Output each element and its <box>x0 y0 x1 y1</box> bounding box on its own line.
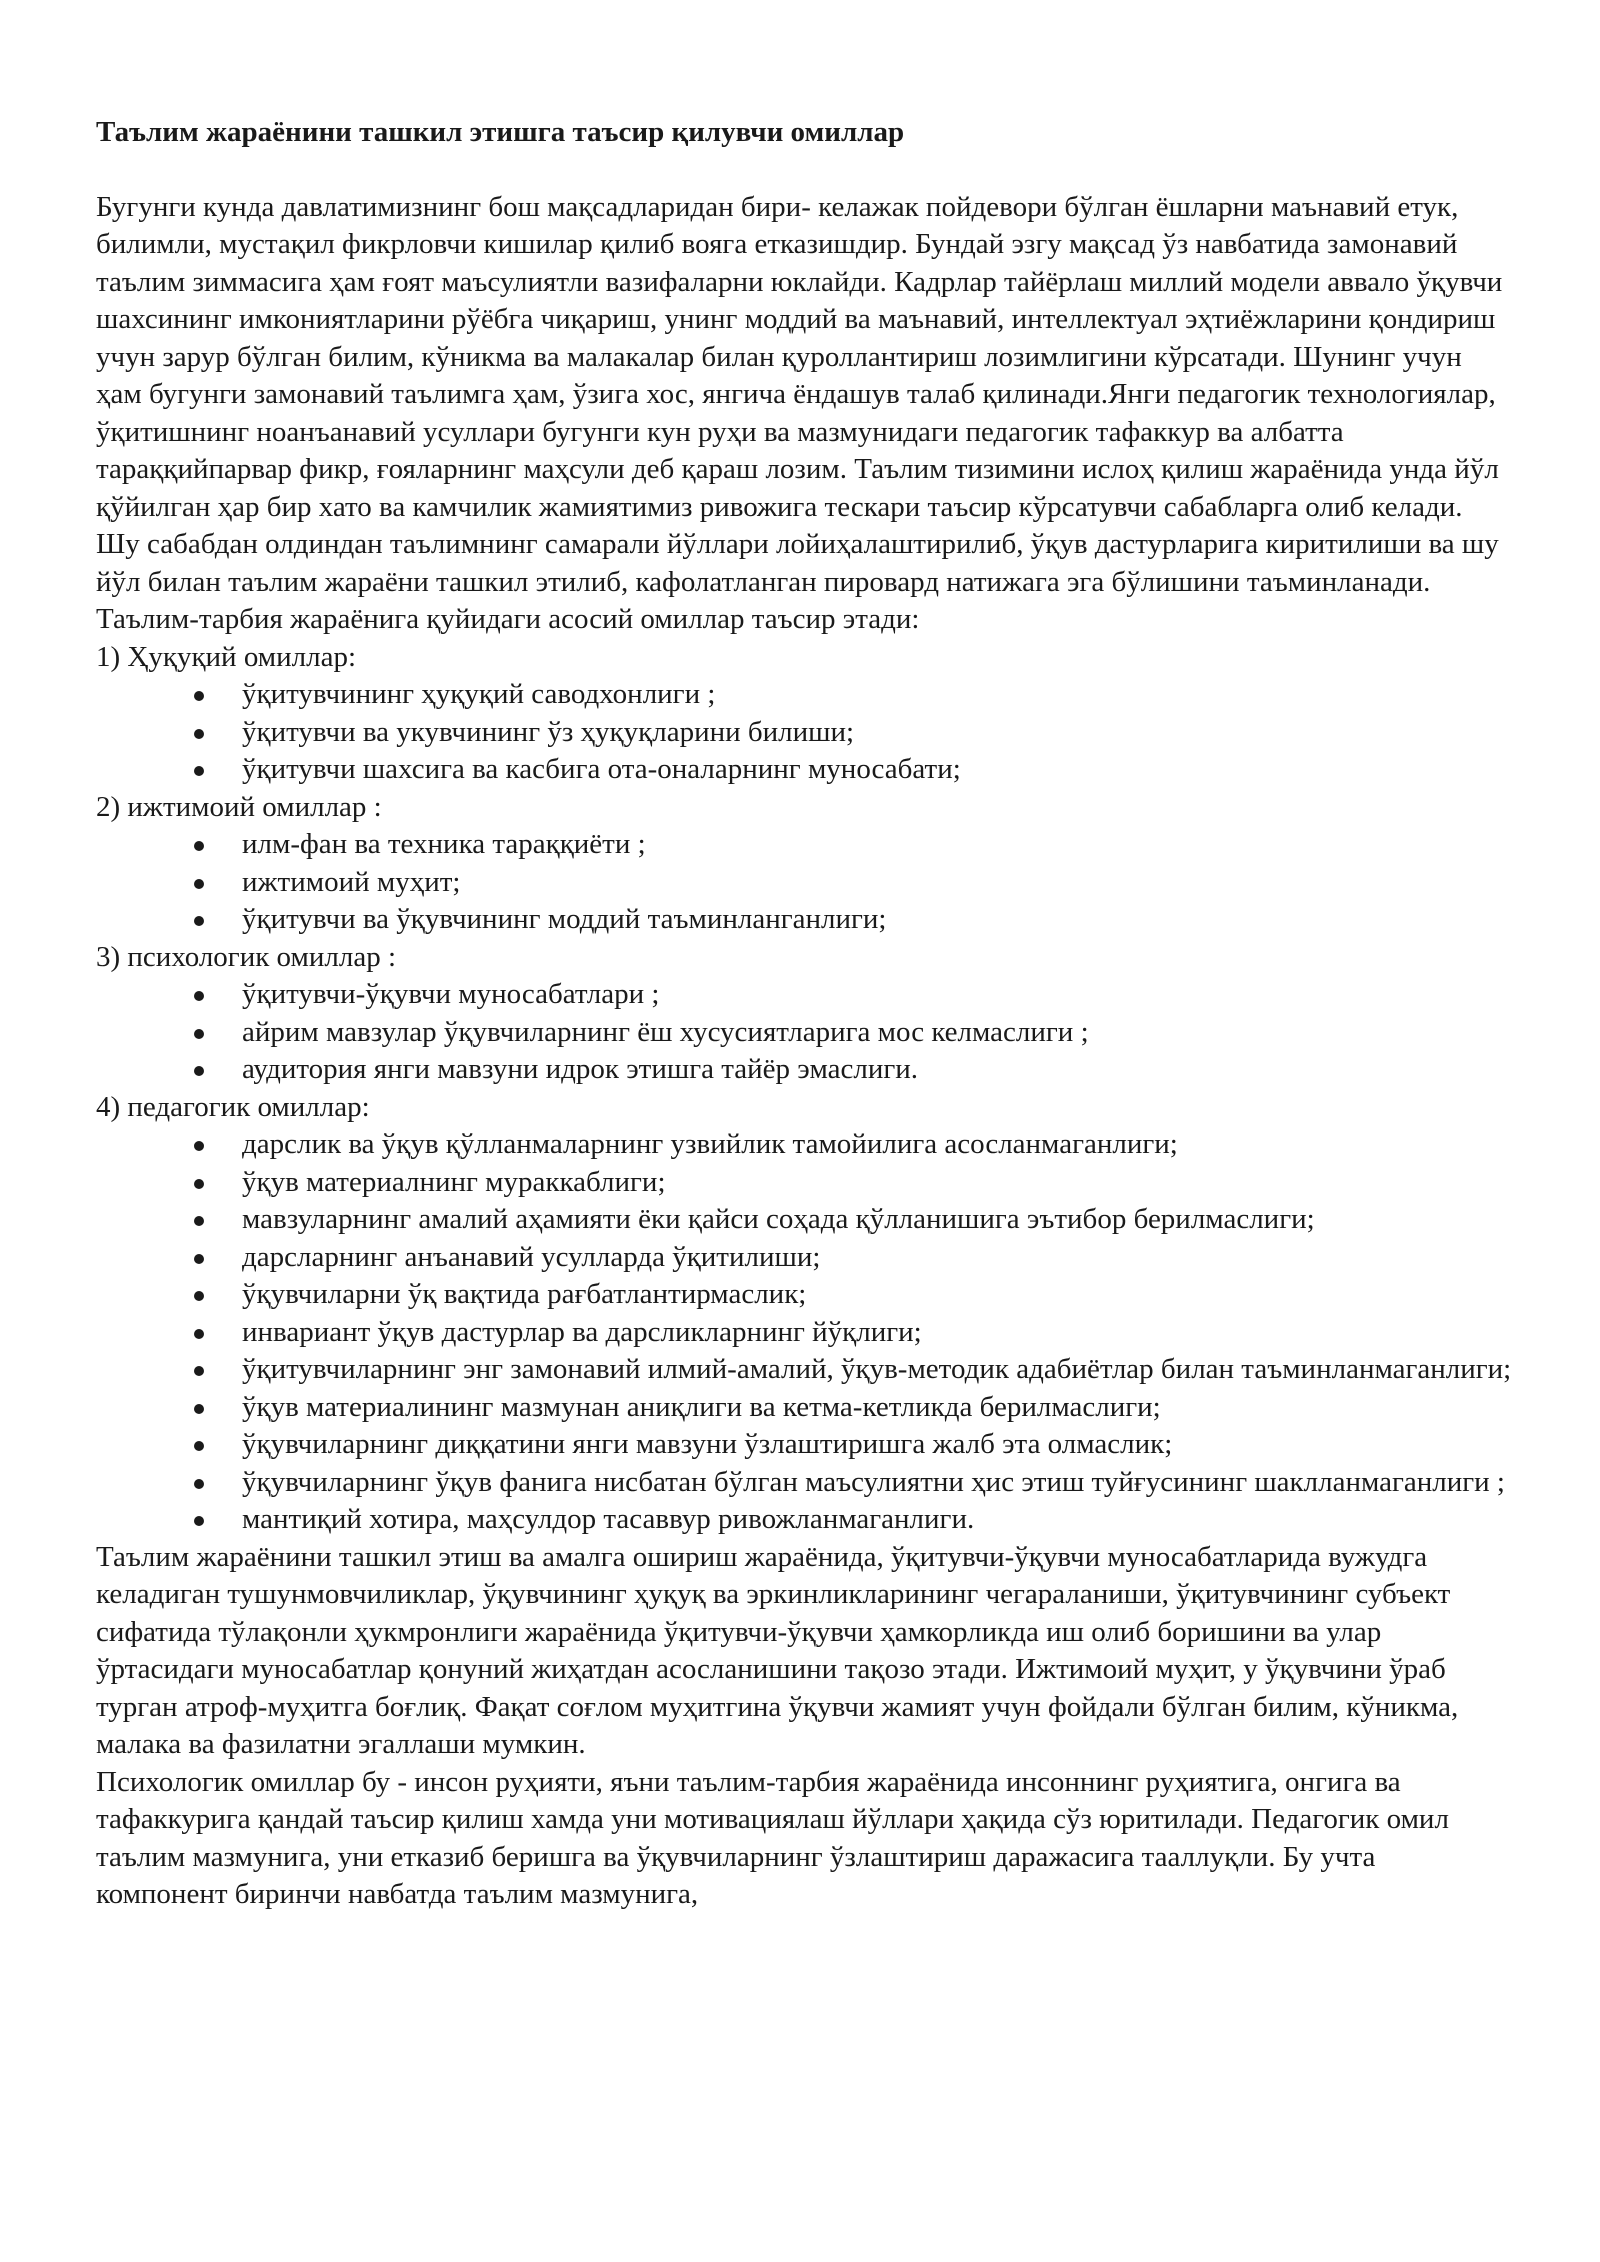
bullet-list <box>96 826 1512 939</box>
list-item <box>242 676 1512 714</box>
bullet-icon <box>194 991 204 1001</box>
section-heading: 3) психологик омиллар : <box>96 940 396 973</box>
bullet-icon <box>194 1291 204 1301</box>
section-pedagogical-factors <box>96 1089 1512 1539</box>
bullet-icon <box>194 1141 204 1151</box>
bullet-icon <box>194 1479 204 1489</box>
list-item-text: ижтимоий муҳит; <box>242 865 461 898</box>
bullet-icon <box>194 1516 204 1526</box>
list-item <box>242 1389 1512 1427</box>
list-item-text: ўқувчиларни ўқ вақтида рағбатлантирмаслик; <box>242 1278 807 1310</box>
body-paragraph: Таълим жараёнини ташкил этиш ва амалга ошириш жараёнида, ўқитувчи-ўқувчи муносабатларида вужудга келадиган тушунмовчиликлар, ўқувчининг ҳуқуқ ва эркинликларининг чегараланиши, ўқитувчининг субъект сифатида тўлақонли ҳукмронлиги жараёнида ўқитувчи-ўқувчи ҳамкорликда иш олиб боришини ва улар ўртасидаги муносабатлар қонуний жиҳатдан асосланишини тақозо этади. Ижтимоий муҳит, у ўқувчини ўраб турган атроф-муҳитга боғлиқ. Фақат соғлом муҳитгина ўқувчи жамият учун фойдали бўлган билим, кўникма, малака ва фазилатни эгаллаши мумкин. <box>96 1540 1459 1760</box>
list-item <box>242 1501 1512 1539</box>
list-item-text: ўқитувчи ва укувчининг ўз ҳуқуқларини билиши; <box>242 715 855 748</box>
list-item <box>242 976 1512 1014</box>
list-item <box>242 826 1512 864</box>
document-body <box>96 114 1512 1914</box>
list-item <box>242 1276 1512 1314</box>
bullet-icon <box>194 1179 204 1189</box>
list-item <box>242 1014 1512 1052</box>
section-heading: 2) ижтимоий омиллар : <box>96 790 382 823</box>
factors-lead: Таълим-тарбия жараёнига қуйидаги асосий омиллар таъсир этади: <box>96 603 920 635</box>
list-item-text: ўқитувчи ва ўқувчининг моддий таъминланганлиги; <box>242 903 887 935</box>
list-item <box>242 1201 1512 1239</box>
list-item-text: ўқитувчиларнинг энг замонавий илмий-амалий, ўқув-методик адабиётлар билан таъминланмаганлиги; <box>242 1353 1512 1385</box>
list-item-text: айрим мавзулар ўқувчиларнинг ёш хусусиятларига мос келмаслиги ; <box>242 1015 1089 1048</box>
list-item <box>242 1051 1512 1089</box>
list-item-text: дарслик ва ўқув қўлланмаларнинг узвийлик тамойилига асосланмаганлиги; <box>242 1128 1178 1160</box>
bullet-icon <box>194 1254 204 1264</box>
section-social-factors <box>96 789 1512 939</box>
list-item <box>242 1164 1512 1202</box>
bullet-icon <box>194 1366 204 1376</box>
list-item-text: ўқув материалнинг мураккаблиги; <box>242 1165 666 1198</box>
section-legal-factors <box>96 639 1512 789</box>
bullet-icon <box>194 1216 204 1226</box>
list-item-text: ўқитувчи шахсига ва касбига ота-оналарнинг муносабати; <box>242 753 961 785</box>
list-item-text: инвариант ўқув дастурлар ва дарсликларнинг йўқлиги; <box>242 1315 922 1348</box>
list-item-text: дарсларнинг анъанавий усулларда ўқитилиши; <box>242 1240 821 1273</box>
list-item-text: ўқитувчининг ҳуқуқий саводхонлиги ; <box>242 678 716 710</box>
body-paragraph: Психологик омиллар бу - инсон руҳияти, яъни таълим-тарбия жараёнида инсоннинг руҳиятига, онгига ва тафаккурига қандай таъсир қилиш хамда уни мотивациялаш йўллари ҳақида сўз юритилади. Педагогик омил таълим мазмунига, уни етказиб беришга ва ўқувчиларнинг ўзлаштириш даражасига тааллуқли. Бу учта компонент биринчи навбатда таълим мазмунига, <box>96 1765 1449 1910</box>
bullet-icon <box>194 729 204 739</box>
bullet-icon <box>194 691 204 701</box>
bullet-icon <box>194 1029 204 1039</box>
bullet-icon <box>194 766 204 776</box>
list-item-text: ўқувчиларнинг ўқув фанига нисбатан бўлган маъсулиятни ҳис этиш туйғусининг шаклланмаганлиги ; <box>242 1465 1505 1498</box>
bullet-icon <box>194 1441 204 1451</box>
bullet-list <box>96 1126 1512 1539</box>
list-item <box>242 714 1512 752</box>
section-heading: 1) Ҳуқуқий омиллар: <box>96 640 357 673</box>
list-item-text: мавзуларнинг амалий аҳамияти ёки қайси соҳада қўлланишига эътибор берилмаслиги; <box>242 1203 1315 1235</box>
bullet-icon <box>194 841 204 851</box>
bullet-list <box>96 976 1512 1089</box>
list-item <box>242 901 1512 939</box>
list-item <box>242 864 1512 902</box>
list-item <box>242 1126 1512 1164</box>
list-item-text: илм-фан ва техника тараққиёти ; <box>242 828 646 860</box>
list-item <box>242 1351 1512 1389</box>
bullet-icon <box>194 1066 204 1076</box>
bullet-icon <box>194 1404 204 1414</box>
list-item <box>242 751 1512 789</box>
intro-paragraph: Бугунги кунда давлатимизнинг бош мақсадларидан бири- келажак пойдевори бўлган ёшларни маънавий етук, билимли, мустақил фикрловчи кишилар қилиб вояга етказишдир. Бундай эзгу мақсад ўз навбатида замонавий таълим зиммасига ҳам ғоят маъсулиятли вазифаларни юклайди. Кадрлар тайёрлаш миллий модели аввало ўқувчи шахсининг имкониятларини рўёбга чиқариш, унинг моддий ва маънавий, интеллектуал эҳтиёжларини қондириш учун зарур бўлган билим, кўникма ва малакалар билан қуроллантириш лозимлигини кўрсатади. Шунинг учун ҳам бугунги замонавий таълимга ҳам, ўзига хос, янгича ёндашув талаб қилинади.Янги педагогик технологиялар, ўқитишнинг ноанъанавий усуллари бугунги кун руҳи ва мазмунидаги педагогик тафаккур ва албатта тараққийпарвар фикр, ғояларнинг маҳсули деб қараш лозим. Таълим тизимини ислоҳ қилиш жараёнида унда йўл қўйилган ҳар бир хато ва камчилик жамиятимиз ривожига тескари таъсир кўрсатувчи сабабларга олиб келади. Шу сабабдан олдиндан таълимнинг самарали йўллари лойиҳалаштирилиб, ўқув дастурларига киритилиши ва шу йўл билан таълим жараёни ташкил этилиб, кафолатланган пировард натижага эга бўлишини таъминланади. <box>96 190 1503 598</box>
bullet-icon <box>194 916 204 926</box>
document-title: Таълим жараёнини ташкил этишга таъсир қилувчи омиллар <box>96 116 905 148</box>
bullet-list <box>96 676 1512 789</box>
bullet-icon <box>194 1329 204 1339</box>
list-item-text: ўқувчиларнинг диққатини янги мавзуни ўзлаштиришга жалб эта олмаслик; <box>242 1428 1173 1460</box>
list-item <box>242 1426 1512 1464</box>
section-heading: 4) педагогик омиллар: <box>96 1090 370 1123</box>
section-psychological-factors <box>96 939 1512 1089</box>
list-item <box>242 1314 1512 1352</box>
list-item <box>242 1239 1512 1277</box>
bullet-icon <box>194 879 204 889</box>
list-item-text: ўқув материалининг мазмунан аниқлиги ва кетма-кетликда берилмаслиги; <box>242 1390 1161 1423</box>
list-item-text: ўқитувчи-ўқувчи муносабатлари ; <box>242 978 660 1010</box>
list-item-text: аудитория янги мавзуни идрок этишга тайёр эмаслиги. <box>242 1053 919 1085</box>
list-item-text: мантиқий хотира, маҳсулдор тасаввур ривожланмаганлиги. <box>242 1503 975 1535</box>
list-item <box>242 1464 1512 1502</box>
